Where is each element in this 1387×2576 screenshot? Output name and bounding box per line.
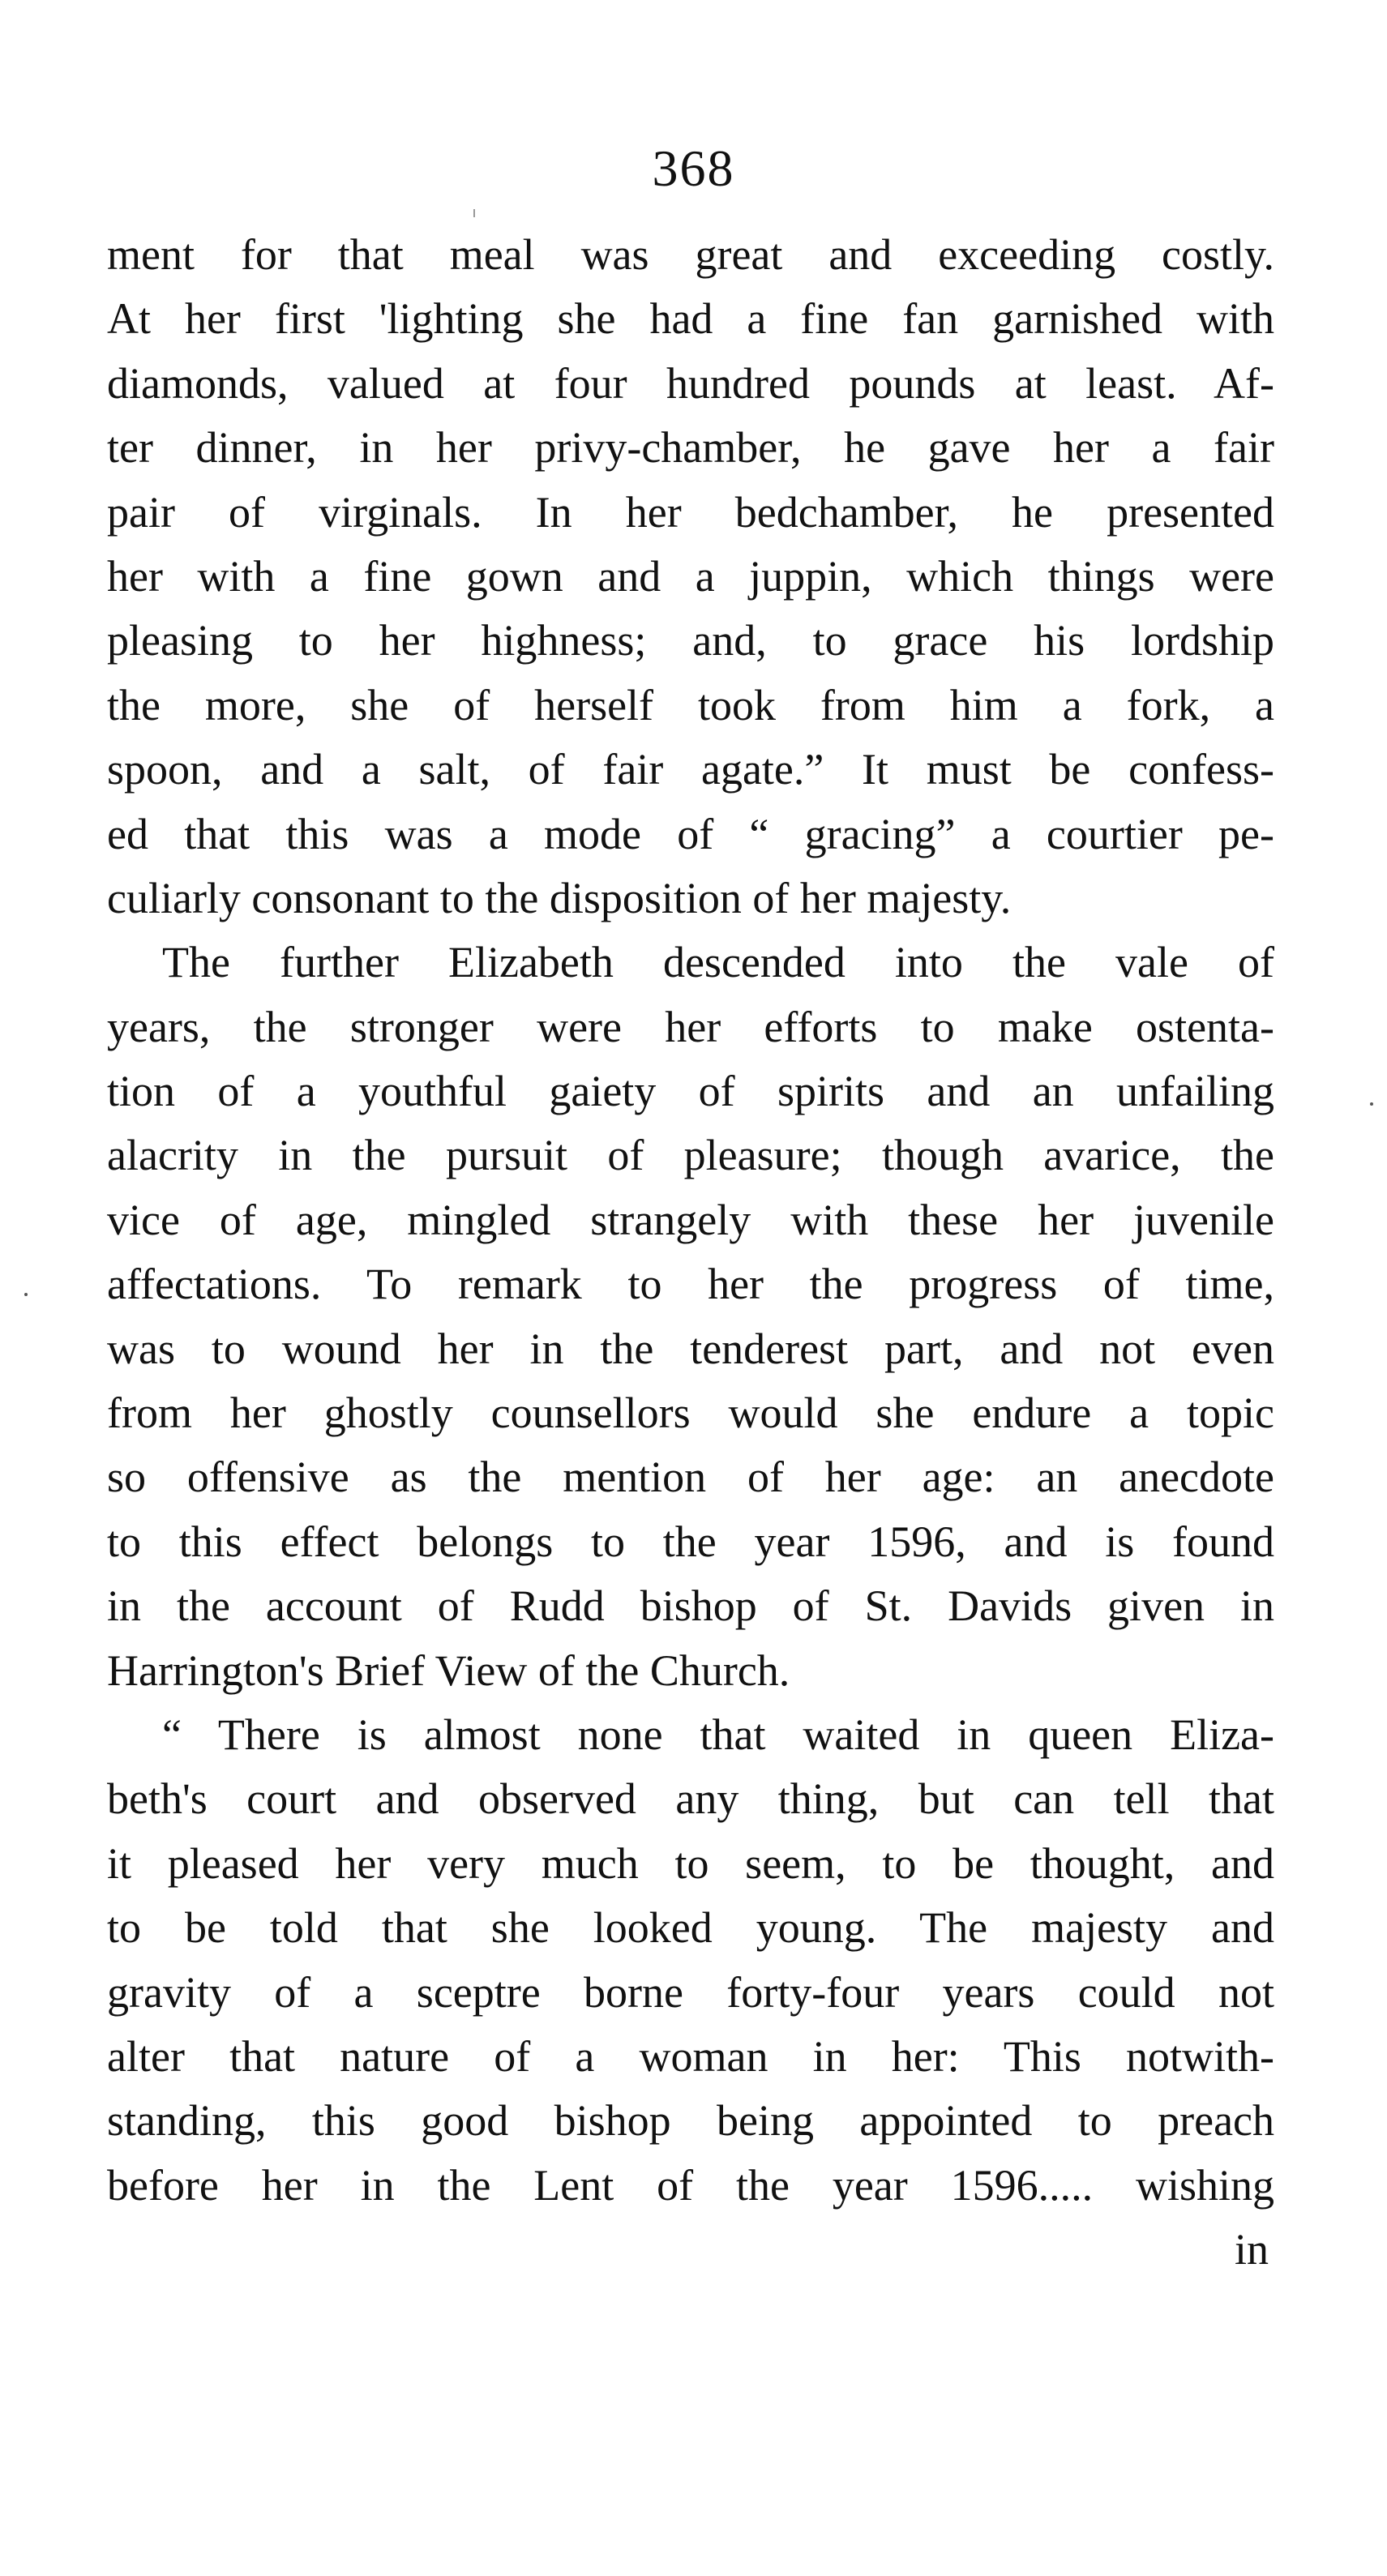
- text-line: alacrity in the pursuit of pleasure; though avarice, the: [107, 1131, 1274, 1180]
- text-line: At her first 'lighting she had a fine fan garnished with: [107, 294, 1274, 344]
- scan-speck: [24, 1293, 28, 1296]
- text-line: tion of a youthful gaiety of spirits and an unfailing: [107, 1067, 1274, 1116]
- text-line: to this effect belongs to the year 1596, and is found: [107, 1517, 1274, 1566]
- text-line: to be told that she looked young. The majesty and: [107, 1903, 1274, 1953]
- text-line: years, the stronger were her efforts to make ostenta-: [107, 1002, 1274, 1051]
- body-text: [107, 223, 1274, 2218]
- page-number: 368: [652, 139, 735, 197]
- text-line: gravity of a sceptre borne forty-four years could not: [107, 1967, 1274, 2017]
- text-line: from her ghostly counsellors would she endure a topic: [107, 1389, 1274, 1438]
- text-line: so offensive as the mention of her age: an anecdote: [107, 1453, 1274, 1502]
- text-line: The further Elizabeth descended into the vale of: [162, 938, 1274, 987]
- text-line: in the account of Rudd bishop of St. Davids given in: [107, 1581, 1274, 1631]
- text-line: pair of virginals. In her bedchamber, he presented: [107, 487, 1274, 537]
- text-line: was to wound her in the tenderest part, and not even: [107, 1324, 1274, 1373]
- text-line: diamonds, valued at four hundred pounds at least. Af-: [107, 358, 1274, 408]
- text-line: pleasing to her highness; and, to grace his lordship: [107, 616, 1274, 665]
- text-line: the more, she of herself took from him a fork, a: [107, 680, 1274, 730]
- text-line: ed that this was a mode of “ gracing” a courtier pe-: [107, 809, 1274, 858]
- text-line: alter that nature of a woman in her: This notwith-: [107, 2031, 1274, 2081]
- text-line: affectations. To remark to her the progress of time,: [107, 1260, 1274, 1309]
- text-line: beth's court and observed any thing, but can tell that: [107, 1774, 1274, 1824]
- text-line: vice of age, mingled strangely with these her juvenile: [107, 1195, 1274, 1244]
- text-line: standing, this good bishop being appointed to preach: [107, 2096, 1274, 2146]
- text-line: “ There is almost none that waited in queen Eliza-: [162, 1709, 1274, 1759]
- scan-mark: [473, 209, 475, 217]
- text-line: ter dinner, in her privy-chamber, he gave her a fair: [107, 423, 1274, 473]
- text-line: her with a fine gown and a juppin, which things were: [107, 551, 1274, 601]
- text-line: Harrington's Brief View of the Church.: [107, 1645, 790, 1695]
- scan-speck: [1370, 1102, 1373, 1106]
- text-line: culiarly consonant to the disposition of her majesty.: [107, 873, 1012, 922]
- text-line: it pleased her very much to seem, to be thought, and: [107, 1838, 1274, 1888]
- text-line: spoon, and a salt, of fair agate.” It must be confess-: [107, 745, 1274, 794]
- catchword: in: [1234, 2225, 1269, 2274]
- text-line: ment for that meal was great and exceeding costly.: [107, 230, 1274, 279]
- text-line: before her in the Lent of the year 1596..... wishing: [107, 2160, 1274, 2210]
